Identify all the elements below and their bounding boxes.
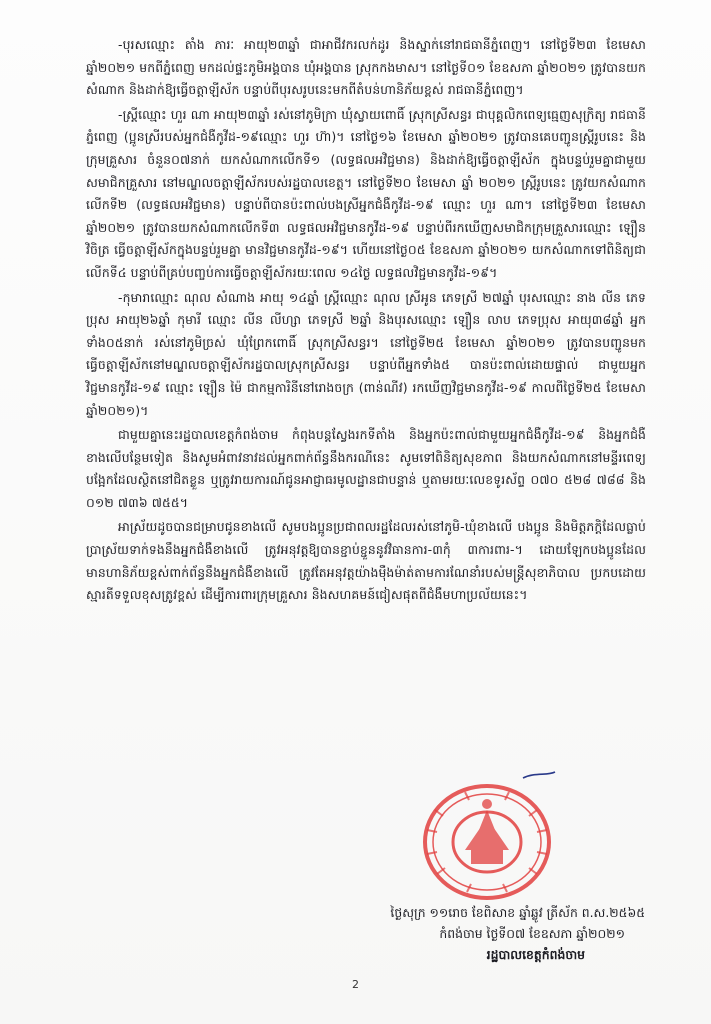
paragraph-contact-tracing: ជាមួយគ្នានេះរដ្ឋបាលខេត្តកំពង់ចាម កំពុងបន្តស្វែងរកទីតាំង និងអ្នកប៉ះពាល់ជាមួយអ្នកជំងឺកូវីដ-១៩ និងអ្នកជំងឺខាងលើបន្ថែមទៀត និងសូមអំពាវនាវដល់អ្នកពាក់ព័ន្ធនឹងករណីនេះ សូមទៅពិនិត្យសុខភាព និងយកសំណាកនៅមន្ទីរពេទ្យបង្អែកដែលស្ថិតនៅជិតខ្លួន ឬត្រូវរាយការណ៍ជូនអាជ្ញាធរមូលដ្ឋានជាបន្ទាន់ ឬតាមរយៈលេខទូរស័ព្ទ ០៧០ ៥២៨ ៧៨៨ និង ០១២ ៧៣៦ ៧៥៥។: [86, 427, 646, 510]
paragraph-case-3: -កុមារាឈ្មោះ ណុល សំណាង អាយុ ១៤ឆ្នាំ ស្ត្រីឈ្មោះ ណុល ស្រីអូន ភេទស្រី ២៧ឆ្នាំ បុរសឈ្មោះ នាង លីន ភេទប្រុស អាយុ២៦ឆ្នាំ កុមារី ឈ្មោះ លីន លីហ្សា ភេទស្រី ២ឆ្នាំ និងបុរសឈ្មោះ ឡឿន លាប ភេទប្រុស អាយុ៣៨ឆ្នាំ អ្នកទាំង០៥នាក់ រស់នៅភូមិច្រស់ ឃុំព្រែកពោធិ៍ ស្រុកស្រីសន្ធរ។ នៅថ្ងៃទី២៥ ខែមេសា ឆ្នាំ២០២១ ត្រូវបានបញ្ជូនមកធ្វើចត្តាឡីស័កនៅមណ្ឌលចត្តាឡីស័ករដ្ឋបាលស្រុកស្រីសន្ធរ បន្ទាប់ពីអ្នកទាំង៥ បានប៉ះពាល់ដោយផ្ទាល់ ជាមួយអ្នកវិជ្ជមានកូវីដ-១៩ ឈ្មោះ ឡឿន ម៉ៃ ជាកម្មការិនីនៅរោងចក្រ (ពាន់ណីវ) រកឃើញវិជ្ជមានកូវីដ-១៩ កាលពីថ្ងៃទី២៥ ខែមេសា ឆ្នាំ២០២១)។: [86, 289, 646, 418]
place-and-date: កំពង់ចាម ថ្ងៃទី០៧ ខែឧសភា ឆ្នាំ២០២១: [439, 926, 625, 941]
paragraph-case-2: -ស្ត្រីឈ្មោះ ហួរ ណា អាយុ២៣ឆ្នាំ រស់នៅភូមិក្រា ឃុំស្វាយពោធិ៍ ស្រុកស្រីសន្ធរ ជាបុគ្គលិកពេទ្យធ្មេញសុក្រិត្យ រាជធានីភ្នំពេញ (ប្អូនស្រីរបស់អ្នកជំងឺកូវីដ-១៩ឈ្មោះ ហួរ ហ៊ា)។ នៅថ្ងៃ១៦ ខែមេសា ឆ្នាំ២០២១ ត្រូវបានគេបញ្ជូនស្ត្រីរូបនេះ និងក្រុមគ្រួសារ ចំនួន០៧នាក់ យកសំណាកលើកទី១ (លទ្ធផលអវិជ្ជមាន) និងដាក់ឱ្យធ្វើចត្តាឡីស័ក ក្នុងបន្ទប់រួមគ្នាជាមួយសមាជិកគ្រួសារ នៅមណ្ឌលចត្តាឡីស័ករបស់រដ្ឋបាលខេត្ត។ នៅថ្ងៃទី២០ ខែមេសា ឆ្នាំ ២០២១ ស្ត្រីរូបនេះ ត្រូវយកសំណាកលើកទី២ (លទ្ធផលអវិជ្ជមាន) បន្ទាប់ពីបានប៉ះពាល់បងស្រីអ្នកជំងឺកូវីដ-១៩ ឈ្មោះ ហួរ ណា។ នៅថ្ងៃទី២៣ ខែមេសា ឆ្នាំ២០២១ ត្រូវបានយកសំណាកលើកទី៣ លទ្ធផលអវិជ្ជមានកូវីដ-១៩ បន្ទាប់ពីរកឃើញសមាជិកក្រុមគ្រួសារឈ្មោះ ឡឿន វិចិត្រ ធ្វើចត្តាឡីស័កក្នុងបន្ទប់រួមគ្នា មានវិជ្ជមានកូវីដ-១៩។ ហើយនៅថ្ងៃ០៥ ខែឧសភា ឆ្នាំ២០២១ យកសំណាកទៅពិនិត្យជាលើកទី៤ បន្ទាប់ពីគ្រប់បញ្ចប់ការធ្វើចត្តាឡីស័ករយៈពេល ១៤ថ្ងៃ លទ្ធផលវិជ្ជមានកូវីដ-១៩។: [86, 106, 646, 280]
signatory-title: រដ្ឋបាលខេត្តកំពង់ចាម: [486, 947, 585, 962]
lunar-date: ថ្ងៃសុក្រ ១១រោច ខែពិសាខ ឆ្នាំឆ្លូវ ត្រីស័ក ព.ស.២៥៦៥: [390, 905, 645, 920]
page-number: 2: [352, 978, 359, 991]
paragraph-advice: អាស្រ័យដូចបានជម្រាបជូនខាងលើ សូមបងប្អូនប្រជាពលរដ្ឋដែលរស់នៅភូមិ-ឃុំខាងលើ បងប្អូន និងមិត្តភក្តិដែលធ្លាប់ប្រាស្រ័យទាក់ទងនឹងអ្នកជំងឺខាងលើ ត្រូវអនុវត្តឱ្យបានខ្ជាប់ខ្ជួននូវវិធានការ-៣កុំ ៣ការពារ-។ ដោយឡែកបងប្អូនដែលមានហានិភ័យខ្ពស់ពាក់ព័ន្ធនឹងអ្នកជំងឺខាងលើ ត្រូវតែអនុវត្តយ៉ាងម៉ឺងម៉ាត់តាមការណែនាំរបស់មន្ត្រីសុខាភិបាល ប្រកបដោយស្មារតីទទួលខុសត្រូវខ្ពស់ ដើម្បីការពារក្រុមគ្រួសារ និងសហគមន៍ជៀសផុតពីជំងឺមហាប្រល័យនេះ។: [86, 519, 646, 603]
closing-block: [390, 902, 645, 965]
official-seal-stamp: [405, 770, 575, 910]
paragraph-case-1: -បុរសឈ្មោះ តាំង ភារៈ អាយុ២៣ឆ្នាំ ជាអាជីវករលក់ដូរ និងស្នាក់នៅរាជធានីភ្នំពេញ។ នៅថ្ងៃទី២៣ ខែមេសា ឆ្នាំ២០២១ មកពីភ្នំពេញ មកដល់ផ្ទះភូមិអង្គបាន ឃុំអង្គបាន ស្រុកកងមាស។ នៅថ្ងៃទី០១ ខែឧសភា ឆ្នាំ២០២១ ត្រូវបានយកសំណាក និងដាក់ឱ្យធ្វើចត្តាឡីស័ក បន្ទាប់ពីបុរសរូបនេះមកពីតំបន់ហានិភ័យខ្ពស់ រាជធានីភ្នំពេញ។: [86, 37, 646, 98]
document-body: [86, 34, 646, 609]
